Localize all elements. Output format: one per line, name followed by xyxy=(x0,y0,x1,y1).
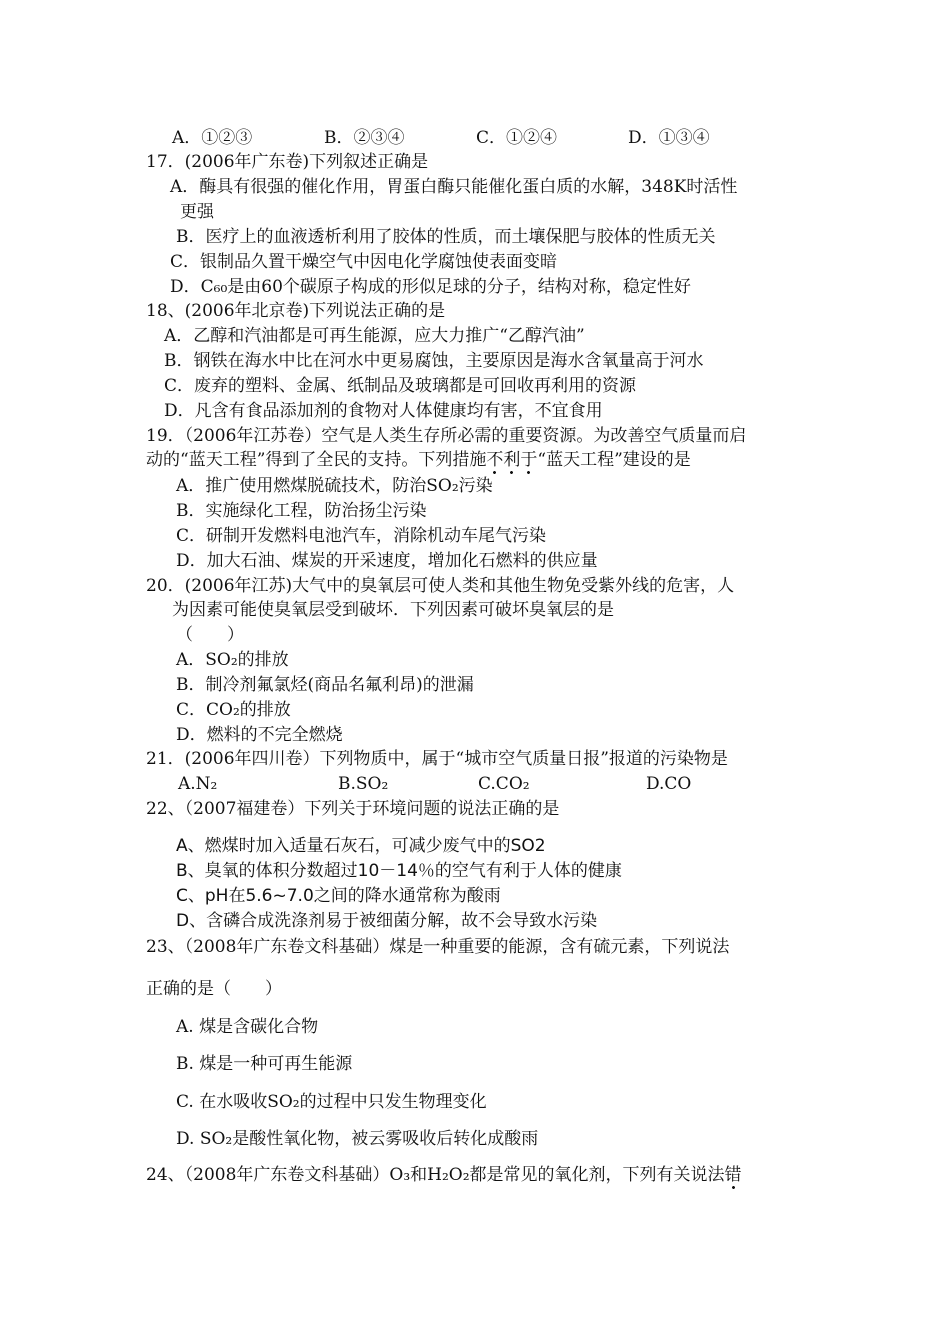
q17-option-a-cont: 更强 xyxy=(180,202,214,222)
q23-option-b: B. 煤是一种可再生能源 xyxy=(176,1054,353,1074)
q22-option-d: D、含磷合成洗涤剂易于被细菌分解，故不会导致水污染 xyxy=(176,911,598,931)
q23-option-d: D. SO₂是酸性氧化物，被云雾吸收后转化成酸雨 xyxy=(176,1129,539,1149)
q17-option-d: D．C₆₀是由60个碳原子构成的形似足球的分子，结构对称，稳定性好 xyxy=(170,277,691,297)
q18-option-c: C．废弃的塑料、金属、纸制品及玻璃都是可回收再利用的资源 xyxy=(164,376,637,396)
q24-stem-text: 24、（2008年广东卷文科基础）O₃和H₂O₂都是常见的氧化剂，下列有关说法 xyxy=(146,1165,725,1185)
q16-option-a: A．①②③ xyxy=(172,128,253,148)
q21-option-b: B.SO₂ xyxy=(338,774,389,794)
q18-option-a: A．乙醇和汽油都是可再生能源，应大力推广“乙醇汽油” xyxy=(164,326,585,346)
q21-option-d: D.CO xyxy=(646,774,692,794)
q18-option-d: D．凡含有食品添加剂的食物对人体健康均有害，不宜食用 xyxy=(164,401,603,421)
q19-option-a: A．推广使用燃煤脱硫技术，防治SO₂污染 xyxy=(176,476,493,496)
q20-option-d: D．燃料的不完全燃烧 xyxy=(176,725,343,745)
q17-option-c: C．银制品久置干燥空气中因电化学腐蚀使表面变暗 xyxy=(170,252,558,272)
q23-stem-line1: 23、（2008年广东卷文科基础）煤是一种重要的能源，含有硫元素，下列说法 xyxy=(146,937,730,957)
q20-option-c: C．CO₂的排放 xyxy=(176,700,291,720)
q23-option-c: C. 在水吸收SO₂的过程中只发生物理变化 xyxy=(176,1092,487,1112)
q19-stem-line2 xyxy=(146,449,691,471)
q19-stem-part1: 动的“蓝天工程”得到了全民的支持。下列措施 xyxy=(146,450,487,470)
q17-stem: 17．(2006年广东卷)下列叙述正确是 xyxy=(146,152,429,172)
q22-stem: 22、（2007福建卷）下列关于环境问题的说法正确的是 xyxy=(146,799,560,819)
q19-option-d: D．加大石油、煤炭的开采速度，增加化石燃料的供应量 xyxy=(176,551,598,571)
q19-emphasis: 不利于 xyxy=(486,450,537,475)
q23-option-a: A. 煤是含碳化合物 xyxy=(176,1017,319,1037)
q16-options xyxy=(172,127,710,149)
q22-option-a: A、燃煤时加入适量石灰石，可减少废气中的SO2 xyxy=(176,836,546,856)
q16-option-d: D．①③④ xyxy=(628,128,710,148)
q20-stem-line1: 20．(2006年江苏)大气中的臭氧层可使人类和其他生物免受紫外线的危害，人 xyxy=(146,576,735,596)
q24-emphasis: 错 xyxy=(725,1165,742,1190)
q21-option-a: A.N₂ xyxy=(178,774,218,794)
q23-stem-line2: 正确的是（ ） xyxy=(146,979,282,999)
q20-option-b: B．制冷剂氟氯烃(商品名氟利昂)的泄漏 xyxy=(176,675,474,695)
q19-stem-part3: “蓝天工程”建设的是 xyxy=(537,450,691,470)
q19-option-b: B．实施绿化工程，防治扬尘污染 xyxy=(176,501,427,521)
q21-stem: 21．(2006年四川卷）下列物质中，属于“城市空气质量日报”报道的污染物是 xyxy=(146,749,728,769)
q21-options xyxy=(178,773,691,795)
q20-option-a: A．SO₂的排放 xyxy=(176,650,289,670)
q19-stem-line1: 19．（2006年江苏卷）空气是人类生存所必需的重要资源。为改善空气质量而启 xyxy=(146,426,747,446)
q18-stem: 18、(2006年北京卷)下列说法正确的是 xyxy=(146,301,446,321)
q20-answer-paren: （ ） xyxy=(176,625,244,645)
q21-option-c: C.CO₂ xyxy=(478,774,530,794)
q20-stem-line2: 为因素可能使臭氧层受到破坏．下列因素可破坏臭氧层的是 xyxy=(172,600,614,620)
q17-option-b: B．医疗上的血液透析利用了胶体的性质，而土壤保肥与胶体的性质无关 xyxy=(176,227,716,247)
q22-option-c: C、pH在5.6~7.0之间的降水通常称为酸雨 xyxy=(176,886,501,906)
q16-option-c: C．①②④ xyxy=(476,128,558,148)
q18-option-b: B．钢铁在海水中比在河水中更易腐蚀，主要原因是海水含氧量高于河水 xyxy=(164,351,704,371)
q16-option-b: B．②③④ xyxy=(324,128,405,148)
q19-option-c: C．研制开发燃料电池汽车，消除机动车尾气污染 xyxy=(176,526,547,546)
q22-option-b: B、臭氧的体积分数超过10－14％的空气有利于人体的健康 xyxy=(176,861,622,881)
q17-option-a: A．酶具有很强的催化作用，胃蛋白酶只能催化蛋白质的水解，348K时活性 xyxy=(170,177,738,197)
q24-stem xyxy=(146,1164,742,1186)
